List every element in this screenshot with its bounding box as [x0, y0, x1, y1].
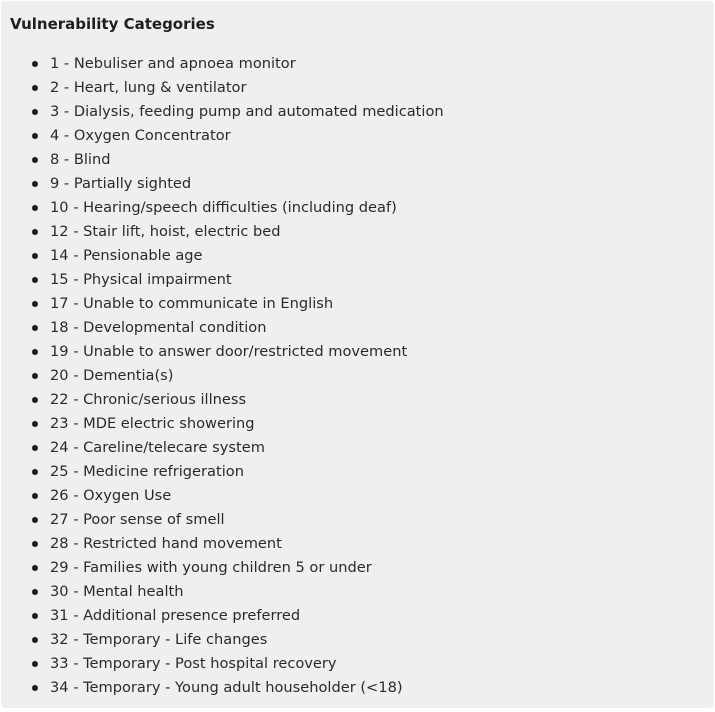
list-item-label: 29 - Families with young children 5 or under [50, 559, 372, 576]
bullet-icon [32, 325, 38, 331]
list-item [1, 604, 444, 628]
bullet-icon [32, 565, 38, 571]
bullet-icon [32, 517, 38, 523]
bullet-icon [32, 109, 38, 115]
list-item [1, 532, 444, 556]
list-item [1, 292, 444, 316]
list-item [1, 388, 444, 412]
list-item [1, 556, 444, 580]
list-item [1, 436, 444, 460]
list-item-label: 22 - Chronic/serious illness [50, 391, 247, 408]
list-item-label: 1 - Nebuliser and apnoea monitor [50, 55, 296, 72]
list-item-label: 32 - Temporary - Life changes [50, 631, 268, 648]
list-item-label: 34 - Temporary - Young adult householder (<18) [50, 679, 403, 696]
list-item-label: 18 - Developmental condition [50, 319, 267, 336]
list-item [1, 244, 444, 268]
bullet-icon [32, 61, 38, 67]
list-item-label: 30 - Mental health [50, 583, 184, 600]
bullet-icon [32, 397, 38, 403]
list-item-label: 2 - Heart, lung & ventilator [50, 79, 247, 96]
panel-title: Vulnerability Categories [10, 15, 215, 33]
list-item-label: 28 - Restricted hand movement [50, 535, 282, 552]
list-item-label: 25 - Medicine refrigeration [50, 463, 244, 480]
bullet-icon [32, 445, 38, 451]
list-item [1, 460, 444, 484]
bullet-icon [32, 205, 38, 211]
bullet-icon [32, 157, 38, 163]
list-item [1, 268, 444, 292]
list-item-label: 10 - Hearing/speech difficulties (including deaf) [50, 199, 397, 216]
list-item-label: 17 - Unable to communicate in English [50, 295, 334, 312]
bullet-icon [32, 613, 38, 619]
list-item [1, 340, 444, 364]
list-item [1, 652, 444, 676]
list-item [1, 148, 444, 172]
bullet-icon [32, 85, 38, 91]
list-item-label: 4 - Oxygen Concentrator [50, 127, 231, 144]
list-item [1, 412, 444, 436]
list-item-label: 20 - Dementia(s) [50, 367, 174, 384]
list-item [1, 76, 444, 100]
list-item [1, 172, 444, 196]
list-item-label: 31 - Additional presence preferred [50, 607, 301, 624]
list-item-label: 19 - Unable to answer door/restricted movement [50, 343, 408, 360]
list-item-label: 9 - Partially sighted [50, 175, 192, 192]
list-item-label: 8 - Blind [50, 151, 111, 168]
list-item-label: 15 - Physical impairment [50, 271, 232, 288]
bullet-icon [32, 349, 38, 355]
bullet-icon [32, 229, 38, 235]
list-item [1, 52, 444, 76]
list-item [1, 580, 444, 604]
bullet-icon [32, 301, 38, 307]
bullet-icon [32, 637, 38, 643]
list-item-label: 33 - Temporary - Post hospital recovery [50, 655, 337, 672]
bullet-icon [32, 133, 38, 139]
list-item-label: 3 - Dialysis, feeding pump and automated medication [50, 103, 444, 120]
bullet-icon [32, 685, 38, 691]
bullet-icon [32, 181, 38, 187]
list-item-label: 12 - Stair lift, hoist, electric bed [50, 223, 281, 240]
bullet-icon [32, 589, 38, 595]
list-item [1, 100, 444, 124]
bullet-icon [32, 253, 38, 259]
bullet-icon [32, 493, 38, 499]
categories-list [1, 52, 444, 700]
list-item-label: 24 - Careline/telecare system [50, 439, 265, 456]
list-item [1, 124, 444, 148]
list-item [1, 364, 444, 388]
list-item [1, 508, 444, 532]
list-item [1, 220, 444, 244]
list-item-label: 27 - Poor sense of smell [50, 511, 225, 528]
bullet-icon [32, 541, 38, 547]
bullet-icon [32, 277, 38, 283]
bullet-icon [32, 469, 38, 475]
list-item [1, 316, 444, 340]
list-item [1, 484, 444, 508]
list-item-label: 23 - MDE electric showering [50, 415, 255, 432]
bullet-icon [32, 373, 38, 379]
list-item [1, 628, 444, 652]
list-item [1, 196, 444, 220]
bullet-icon [32, 661, 38, 667]
vulnerability-categories-panel [1, 1, 714, 708]
list-item-label: 26 - Oxygen Use [50, 487, 172, 504]
bullet-icon [32, 421, 38, 427]
list-item [1, 676, 444, 700]
list-item-label: 14 - Pensionable age [50, 247, 203, 264]
